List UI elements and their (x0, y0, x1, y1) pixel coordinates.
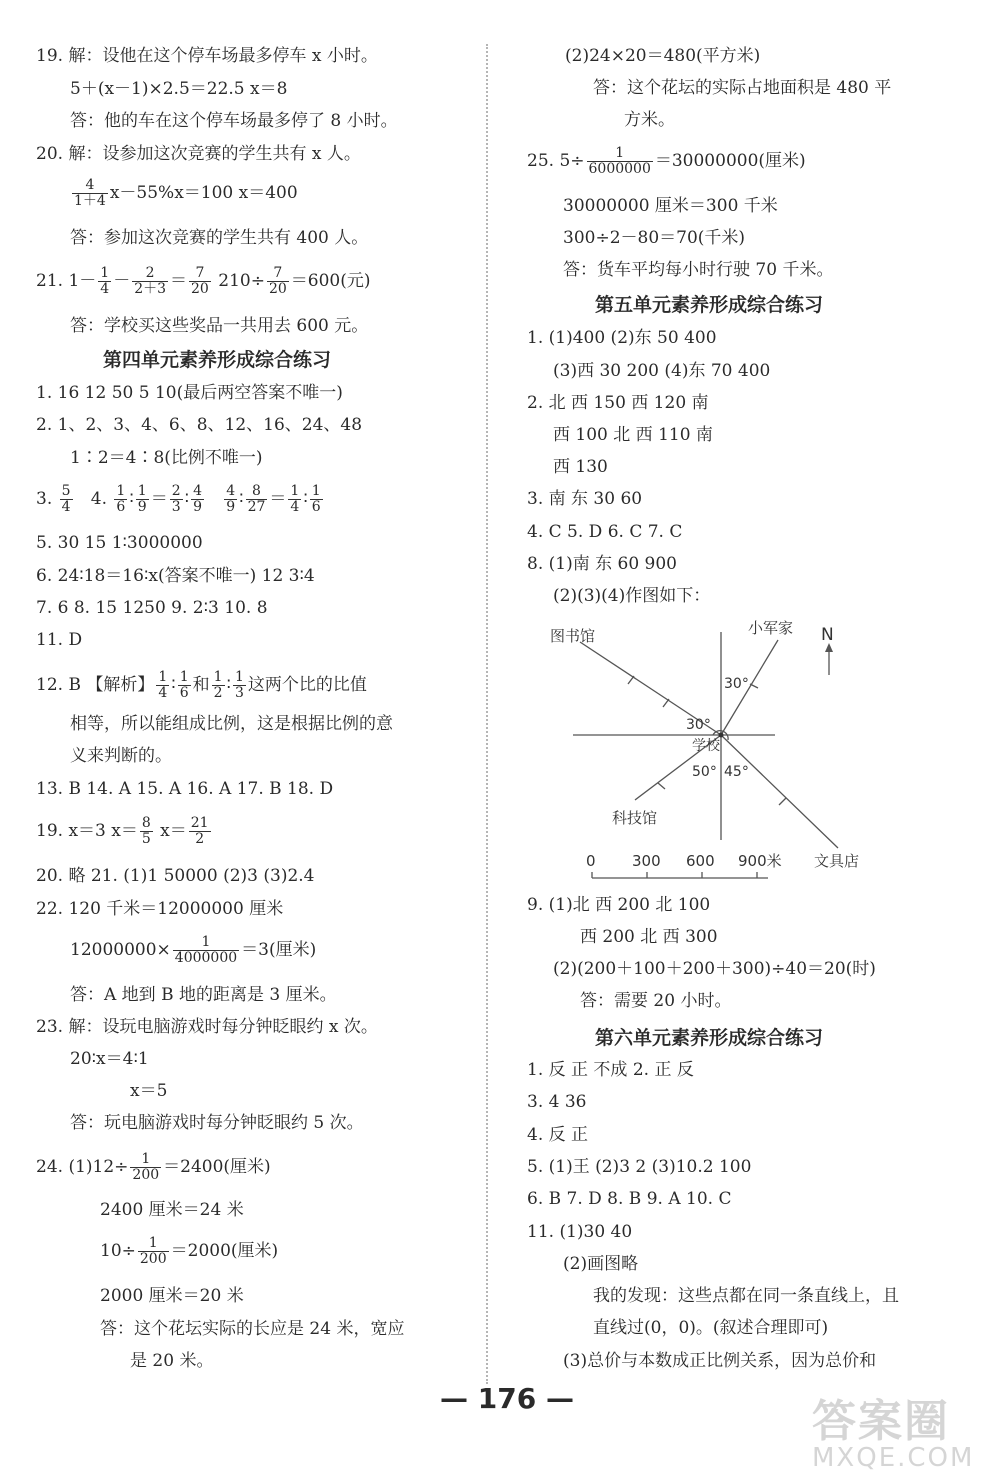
u4-a5: 5. 30 15 1∶3000000 (36, 533, 203, 553)
u4-a12: 12. B 【解析】 $\frac{1}{4}$ ∶ $\frac{1}{6}$ 和 $\frac{1}{2}$ ∶ $\frac{1}{3}$ 这两个比的比值 (36, 669, 367, 701)
u4-a24f: 是 20 米。 (130, 1351, 214, 1371)
q25-answer: 答：货车平均每小时行驶 70 千米。 (563, 260, 834, 280)
u4-a3-a4: 3. $\frac{5}{4}$ 4. $\frac{1}{6}$ ∶ $\frac{1}{9}$ ＝ $\frac{2}{3}$ ∶ $\frac{4}{9}$ $\frac{4}{9}$ ∶ $\frac{8}{27}$ ＝ $\frac{1}{4}$ ∶ $\frac{1}{6}$ (36, 483, 321, 515)
u5-b9c: (2)(200＋100＋200＋300)÷40＝20(时) (553, 959, 876, 979)
u4-a19: 19. x＝3 x＝ $\frac{8}{5}$ x＝ $\frac{21}{2}$ (36, 815, 209, 847)
r-area: (2)24×20＝480(平方米) (565, 46, 761, 66)
u4-a23c: x＝5 (130, 1081, 168, 1101)
q19-line2: 5＋(x－1)×2.5＝22.5 x＝8 (70, 79, 288, 99)
u5-b9b: 西 200 北 西 300 (580, 927, 718, 947)
u6-c11c: 我的发现：这些点都在同一条直线上，且 (593, 1286, 899, 1306)
u5-b1b: (3)西 30 200 (4)东 70 400 (553, 361, 771, 381)
u4-a22: 22. 120 千米＝12000000 厘米 (36, 899, 284, 919)
column-divider (486, 44, 488, 1384)
u4-a13: 13. B 14. A 15. A 16. A 17. B 18. D (36, 779, 334, 799)
u4-a24e: 答：这个花坛实际的长应是 24 米，宽应 (100, 1319, 405, 1339)
u4-a24d: 2000 厘米＝20 米 (100, 1286, 244, 1306)
u4-a12c: 义来判断的。 (70, 746, 172, 766)
u4-a6: 6. 24∶18＝16∶x(答案不唯一) 12 3∶4 (36, 566, 315, 586)
u6-c6: 6. B 7. D 8. B 9. A 10. C (527, 1189, 732, 1209)
label-tech: 科技馆 (612, 809, 658, 827)
q19-answer: 答：他的车在这个停车场最多停了 8 小时。 (70, 111, 398, 131)
angle-50: 50° (692, 764, 717, 780)
page-number: — 176 — (440, 1382, 574, 1415)
u4-a24: 24. (1)12÷ $\frac{1}{200}$ ＝2400(厘米) (36, 1151, 271, 1183)
u5-b3: 3. 南 东 30 60 (527, 489, 643, 509)
q20-line1: 20. 解：设参加这次竞赛的学生共有 x 人。 (36, 144, 361, 164)
u5-b8b: (2)(3)(4)作图如下： (553, 586, 711, 606)
u4-a22c: 答：A 地到 B 地的距离是 3 厘米。 (70, 985, 337, 1005)
direction-diagram (540, 610, 890, 880)
u5-b1: 1. (1)400 (2)东 50 400 (527, 328, 717, 348)
label-school: 学校 (692, 738, 720, 754)
u5-b2: 2. 北 西 150 西 120 南 (527, 393, 709, 413)
u6-c5: 5. (1)王 (2)3 2 (3)10.2 100 (527, 1157, 752, 1177)
u4-a2: 2. 1、2、3、4、6、8、12、16、24、48 (36, 415, 363, 435)
q21-line1: 21. 1－ $\frac{1}{4}$ － $\frac{2}{2+3}$ ＝ $\frac{7}{20}$ 210÷ $\frac{7}{20}$ ＝600(元) (36, 265, 371, 297)
u5-b4: 4. C 5. D 6. C 7. C (527, 522, 683, 542)
label-store: 文具店 (814, 852, 860, 870)
u4-a23d: 答：玩电脑游戏时每分钟眨眼约 5 次。 (70, 1113, 364, 1133)
u5-b8: 8. (1)南 东 60 900 (527, 554, 677, 574)
scale-900: 900米 (738, 852, 782, 870)
q19-line1: 19. 解：设他在这个停车场最多停车 x 小时。 (36, 46, 378, 66)
u6-c11b: (2)画图略 (563, 1254, 639, 1274)
u5-b9: 9. (1)北 西 200 北 100 (527, 895, 711, 915)
q25-line2: 30000000 厘米＝300 千米 (563, 196, 778, 216)
watermark-logo: 答案圈 MXQE.COM (812, 1396, 975, 1473)
angle-30-north: 30° (724, 676, 749, 692)
u4-a1: 1. 16 12 50 5 10(最后两空答案不唯一) (36, 383, 343, 403)
line-to-store (721, 735, 838, 848)
u5-b2c: 西 130 (553, 457, 608, 477)
label-home: 小军家 (748, 619, 794, 637)
school-point (719, 733, 724, 738)
u6-c11: 11. (1)30 40 (527, 1222, 633, 1242)
u4-a11: 11. D (36, 630, 83, 650)
u4-a22b: 12000000× $\frac{1}{4000000}$ ＝3(厘米) (70, 934, 317, 966)
q20-answer: 答：参加这次竞赛的学生共有 400 人。 (70, 228, 369, 248)
r-area-answer2: 方米。 (624, 110, 675, 130)
u4-a23b: 20∶x＝4∶1 (70, 1049, 149, 1069)
scale-0: 0 (586, 852, 596, 870)
unit5-heading: 第五单元素养形成综合练习 (595, 294, 824, 316)
angle-30-west: 30° (686, 717, 711, 733)
u4-a24b: 2400 厘米＝24 米 (100, 1200, 244, 1220)
q21-answer: 答：学校买这些奖品一共用去 600 元。 (70, 316, 369, 336)
scale-300: 300 (632, 852, 661, 870)
u5-b9d: 答：需要 20 小时。 (580, 991, 732, 1011)
u6-c1: 1. 反 正 不成 2. 正 反 (527, 1060, 694, 1080)
q25-line1: 25. 5÷ $\frac{1}{6000000}$ ＝30000000(厘米) (527, 145, 806, 177)
u6-c11e: (3)总价与本数成正比例关系，因为总价和 (563, 1351, 877, 1371)
u4-a24c: 10÷ $\frac{1}{200}$ ＝2000(厘米) (100, 1235, 279, 1267)
u4-a12b: 相等，所以能组成比例，这是根据比例的意 (70, 714, 393, 734)
unit6-heading: 第六单元素养形成综合练习 (595, 1027, 824, 1049)
q25-line3: 300÷2－80＝70(千米) (563, 228, 746, 248)
angle-45: 45° (724, 764, 749, 780)
fraction: $\frac{4}{1+4}$ (74, 177, 106, 209)
u4-a7: 7. 6 8. 15 1250 9. 2∶3 10. 8 (36, 598, 268, 618)
u4-a2b: 1∶2＝4∶8(比例不唯一) (70, 448, 263, 468)
label-north: N (821, 625, 834, 645)
u5-b2b: 西 100 北 西 110 南 (553, 425, 713, 445)
u4-a23: 23. 解：设玩电脑游戏时每分钟眨眼约 x 次。 (36, 1017, 378, 1037)
scale-600: 600 (686, 852, 715, 870)
u6-c11d: 直线过(0，0)。(叙述合理即可) (593, 1318, 829, 1338)
u4-a20: 20. 略 21. (1)1 50000 (2)3 (3)2.4 (36, 866, 315, 886)
r-area-answer: 答：这个花坛的实际占地面积是 480 平 (593, 78, 892, 98)
q20-line2: $\frac{4}{1+4}$ x－55%x＝100 x＝400 (74, 177, 298, 209)
u6-c3: 3. 4 36 (527, 1092, 587, 1112)
label-library: 图书馆 (550, 627, 596, 645)
unit4-heading: 第四单元素养形成综合练习 (103, 349, 332, 371)
u6-c4: 4. 反 正 (527, 1125, 589, 1145)
